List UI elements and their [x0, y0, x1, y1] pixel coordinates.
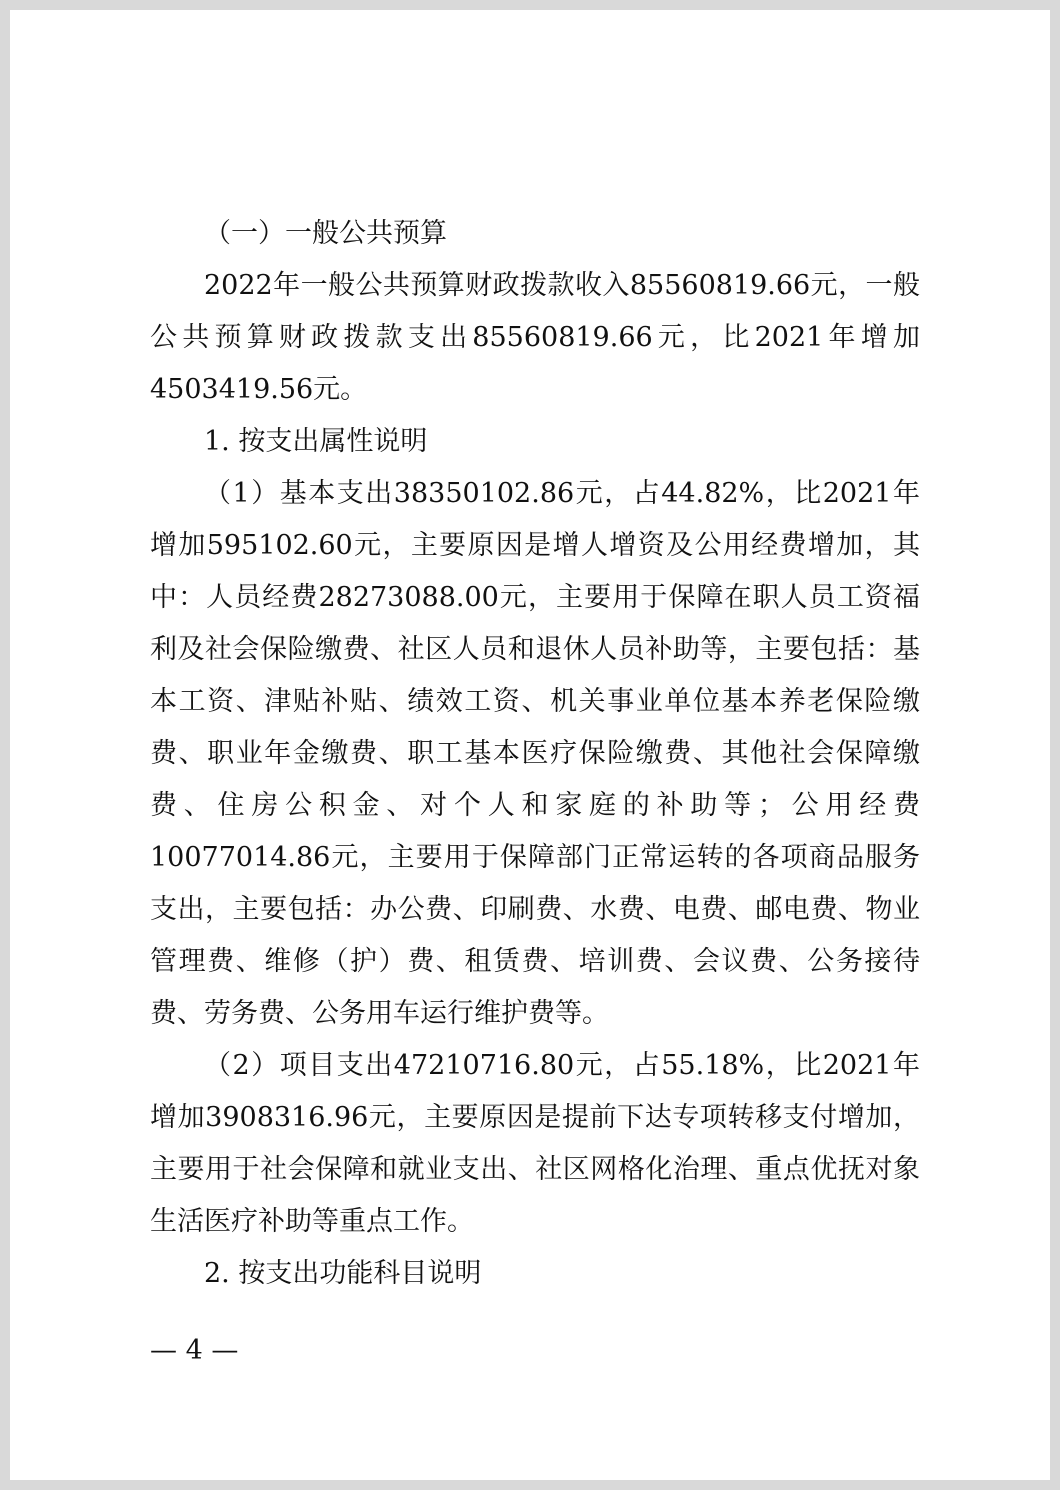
- page-number: — 4 —: [150, 1335, 239, 1366]
- intro-paragraph: 2022年一般公共预算财政拨款收入85560819.66元，一般公共预算财政拨款支出85560819.66元，比2021年增加4503419.56元。: [150, 270, 920, 405]
- sub-heading-function-subject: 2. 按支出功能科目说明: [204, 1258, 482, 1289]
- basic-expenditure-paragraph: （1）基本支出38350102.86元，占44.82%，比2021年增加595102.60元，主要原因是增人增资及公用经费增加，其中：人员经费28273088.00元，主要用于保障在职人员工资福利及社会保险缴费、社区人员和退休人员补助等，主要包括：基本工资、津贴补贴、绩效工资、机关事业单位基本养老保险缴费、职业年金缴费、职工基本医疗保险缴费、其他社会保障缴费、住房公积金、对个人和家庭的补助等；公用经费10077014.86元，主要用于保障部门正常运转的各项商品服务支出，主要包括：办公费、印刷费、水费、电费、邮电费、物业管理费、维修（护）费、租赁费、培训费、会议费、公务接待费、劳务费、公务用车运行维护费等。: [150, 478, 920, 1029]
- project-expenditure-paragraph: （2）项目支出47210716.80元，占55.18%，比2021年增加3908316.96元，主要原因是提前下达专项转移支付增加，主要用于社会保障和就业支出、社区网格化治理、重点优抚对象生活医疗补助等重点工作。: [150, 1050, 920, 1237]
- section-heading: （一）一般公共预算: [204, 218, 447, 249]
- sub-heading-expenditure-attribute: 1. 按支出属性说明: [204, 426, 428, 457]
- document-body: [150, 208, 920, 1300]
- document-page: [10, 10, 1050, 1480]
